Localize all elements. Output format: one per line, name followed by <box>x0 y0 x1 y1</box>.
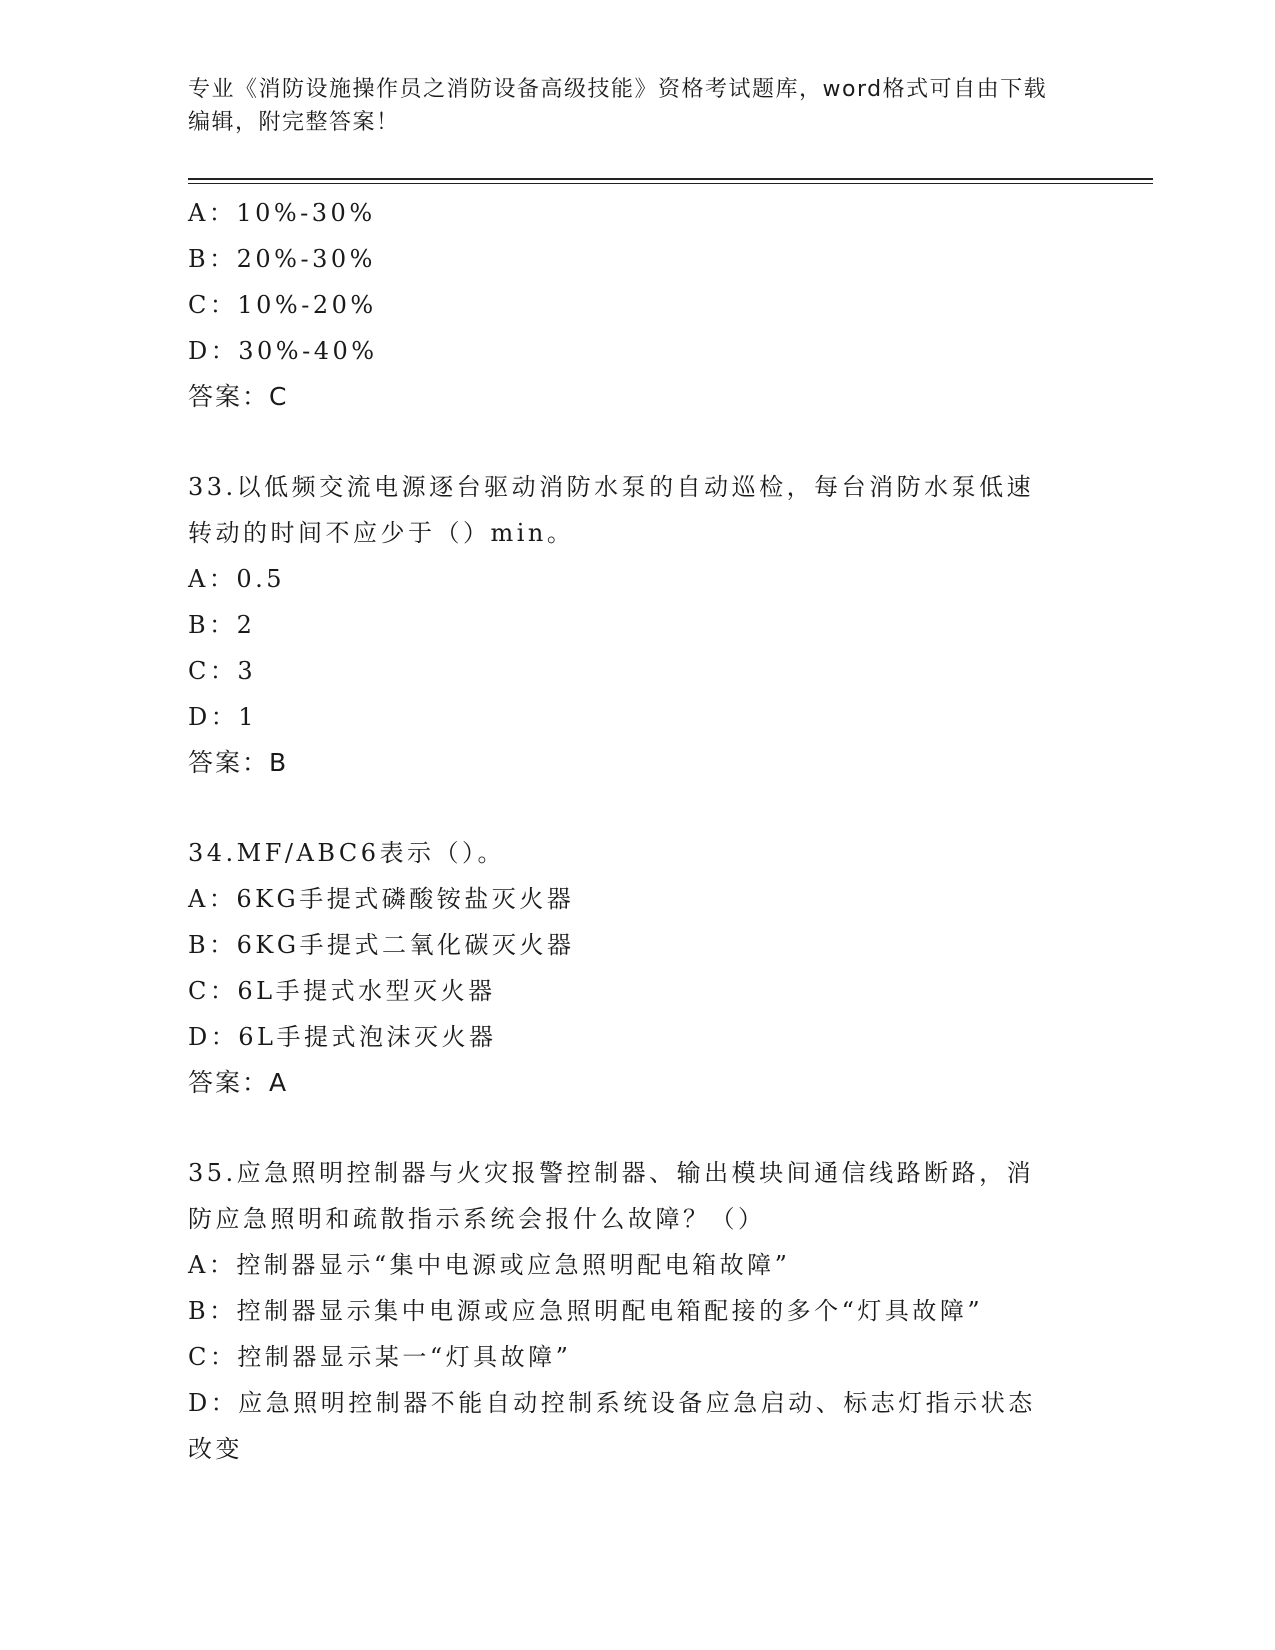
option-d-continued: 改变 <box>188 1435 243 1463</box>
option-a: A：6KG手提式磷酸铵盐灭火器 <box>188 885 575 913</box>
option-b: B：2 <box>188 611 256 639</box>
option-c: C：10%-20% <box>188 291 377 319</box>
document-header: 专业《消防设施操作员之消防设备高级技能》资格考试题库，word格式可自由下载编辑，附完整答案！ <box>188 77 1048 135</box>
question-text: 34.MF/ABC6表示（）。 <box>188 839 506 867</box>
answer: 答案：C <box>188 382 289 411</box>
option-b: B：控制器显示集中电源或应急照明配电箱配接的多个“灯具故障” <box>188 1297 984 1325</box>
question-35 <box>188 1150 1078 1472</box>
header-divider <box>188 178 1153 187</box>
question-text: 35.应急照明控制器与火灾报警控制器、输出模块间通信线路断路，消 <box>188 1159 1035 1187</box>
option-a: A：10%-30% <box>188 199 376 227</box>
question-32-tail <box>188 190 1078 420</box>
answer: 答案：B <box>188 748 289 777</box>
option-d: D：应急照明控制器不能自动控制系统设备应急启动、标志灯指示状态 <box>188 1389 1036 1417</box>
question-text-continued: 转动的时间不应少于（）min。 <box>188 519 575 547</box>
option-c: C：控制器显示某一“灯具故障” <box>188 1343 572 1371</box>
answer: 答案：A <box>188 1068 289 1097</box>
question-list <box>188 190 1078 1472</box>
option-b: B：20%-30% <box>188 245 376 273</box>
option-b: B：6KG手提式二氧化碳灭火器 <box>188 931 575 959</box>
option-c: C：3 <box>188 657 257 685</box>
question-34 <box>188 830 1078 1106</box>
option-d: D：1 <box>188 703 258 731</box>
option-a: A：控制器显示“集中电源或应急照明配电箱故障” <box>188 1251 791 1279</box>
option-a: A：0.5 <box>188 565 285 593</box>
option-d: D：30%-40% <box>188 337 378 365</box>
question-text-continued: 防应急照明和疏散指示系统会报什么故障？（） <box>188 1205 766 1233</box>
document-page <box>188 0 1153 1650</box>
question-33 <box>188 464 1078 786</box>
option-d: D：6L手提式泡沫灭火器 <box>188 1023 497 1051</box>
question-text: 33.以低频交流电源逐台驱动消防水泵的自动巡检，每台消防水泵低速 <box>188 473 1035 501</box>
option-c: C：6L手提式水型灭火器 <box>188 977 496 1005</box>
